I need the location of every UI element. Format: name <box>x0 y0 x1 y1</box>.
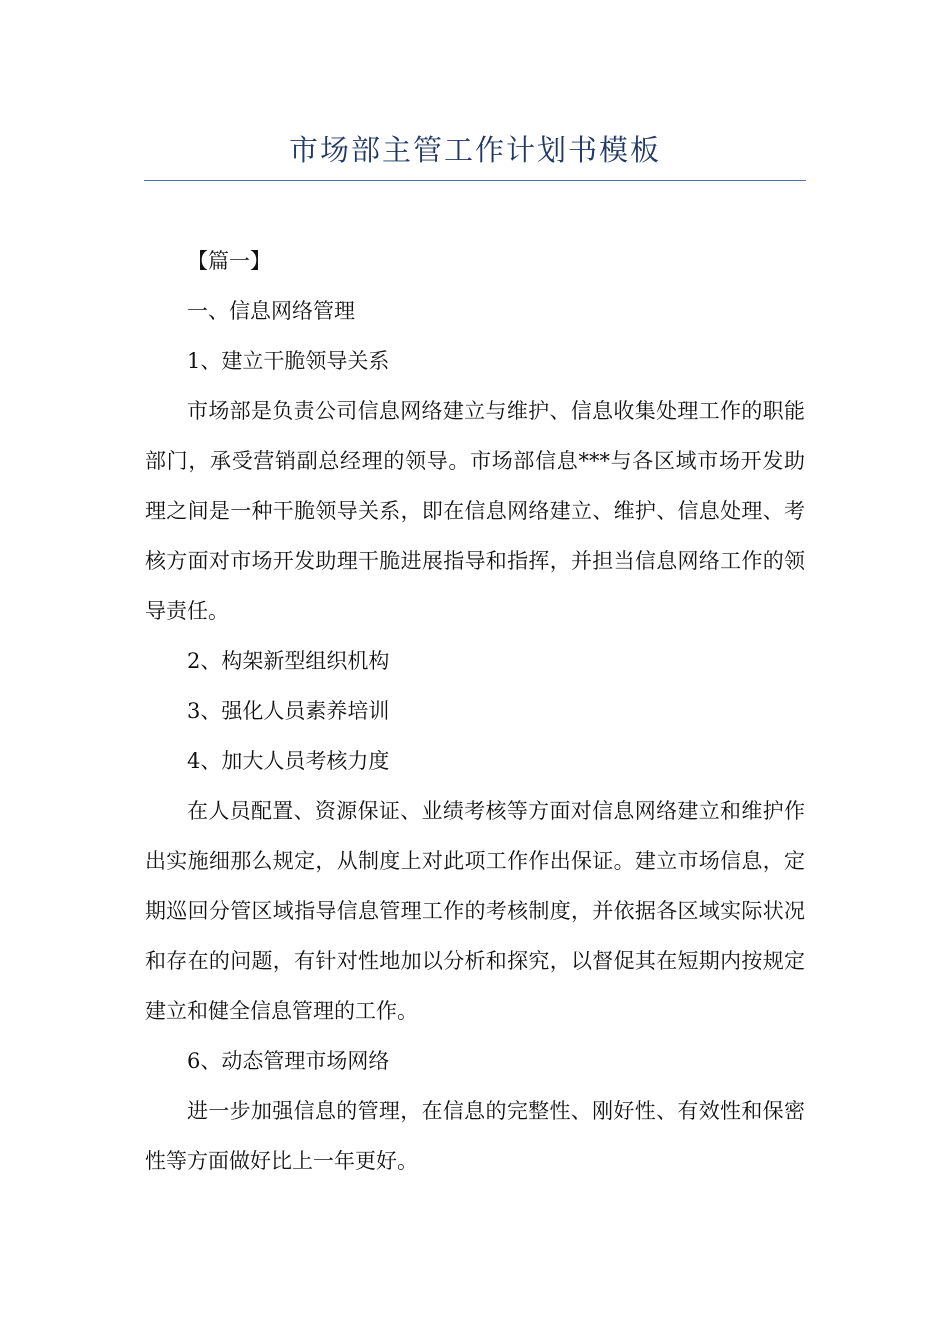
subheading-4: 4、加大人员考核力度 <box>187 749 390 773</box>
document-title: 市场部主管工作计划书模板 <box>288 133 661 167</box>
body-paragraph: 进一步加强信息的管理，在信息的完整性、刚好性、有效性和保密性等方面做好比上一年更好。 <box>145 1099 805 1173</box>
subheading-6: 6、动态管理市场网络 <box>187 1049 390 1073</box>
title-underline <box>144 180 806 181</box>
body-paragraph: 在人员配置、资源保证、业绩考核等方面对信息网络建立和维护作出实施细那么规定，从制度上对此项工作作出保证。建立市场信息，定期巡回分管区域指导信息管理工作的考核制度，并依据各区域实际状况和存在的问题，有针对性地加以分析和探究，以督促其在短期内按规定建立和健全信息管理的工作。 <box>145 799 805 1023</box>
section-heading-part-one: 【篇一】 <box>187 249 271 273</box>
heading-info-network-management: 一、信息网络管理 <box>187 299 355 323</box>
document-body <box>145 236 805 1186</box>
subheading-1: 1、建立干脆领导关系 <box>187 349 390 373</box>
subheading-2: 2、构架新型组织机构 <box>187 649 390 673</box>
subheading-3: 3、强化人员素养培训 <box>187 699 390 723</box>
body-paragraph: 市场部是负责公司信息网络建立与维护、信息收集处理工作的职能部门，承受营销副总经理的领导。市场部信息***与各区域市场开发助理之间是一种干脆领导关系，即在信息网络建立、维护、信息处理、考核方面对市场开发助理干脆进展指导和指挥，并担当信息网络工作的领导责任。 <box>145 399 805 623</box>
